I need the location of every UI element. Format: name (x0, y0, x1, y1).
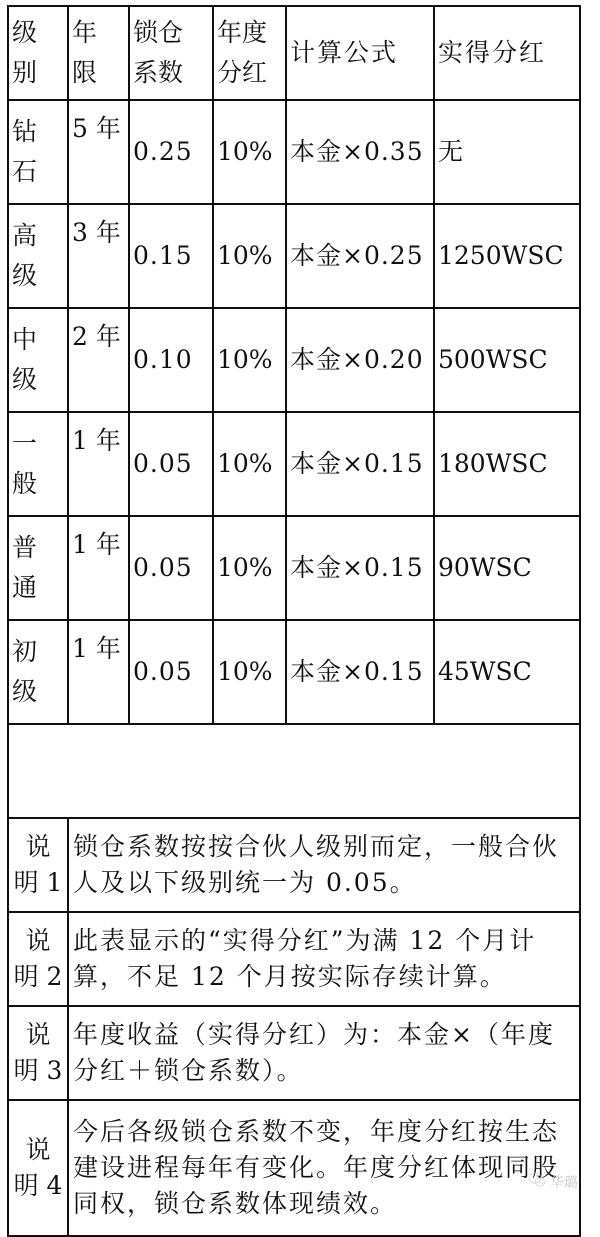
table-row (8, 412, 580, 516)
watermark-text: 华璐 (550, 1175, 578, 1191)
header-annual-dividend-line1: 年度 (217, 18, 268, 47)
header-term (68, 6, 129, 100)
cell-actual-dividend: 1250WSC (434, 204, 580, 308)
header-annual-dividend (213, 6, 286, 100)
cell-level-line1: 高 (12, 221, 38, 250)
cell-actual-dividend: 90WSC (434, 516, 580, 620)
header-annual-dividend-line2: 分红 (217, 58, 268, 87)
cell-level-line2: 级 (12, 677, 38, 706)
cell-term: 1 年 (68, 412, 129, 516)
cell-level-line1: 中 (12, 325, 38, 354)
header-lock-coef-line2: 系数 (133, 58, 184, 87)
cell-level (8, 308, 68, 412)
cell-annual-dividend: 10% (213, 100, 286, 204)
note-row-3 (8, 1006, 580, 1100)
cell-level (8, 516, 68, 620)
note-label-line1: 说 (25, 1135, 51, 1164)
note-row-1 (8, 818, 580, 912)
cell-level-line1: 初 (12, 637, 38, 666)
cell-lock-coef: 0.15 (129, 204, 213, 308)
cell-formula: 本金×0.25 (286, 204, 434, 308)
cell-annual-dividend: 10% (213, 516, 286, 620)
cell-level-line2: 通 (12, 573, 38, 602)
header-term-line2: 限 (72, 58, 98, 87)
cell-term: 1 年 (68, 516, 129, 620)
cell-term: 3 年 (68, 204, 129, 308)
cell-formula: 本金×0.35 (286, 100, 434, 204)
cell-formula: 本金×0.20 (286, 308, 434, 412)
cell-level (8, 100, 68, 204)
note-text: 年度收益（实得分红）为：本金×（年度分红＋锁仓系数）。 (68, 1006, 580, 1100)
cell-term: 2 年 (68, 308, 129, 412)
note-label-line1: 说 (25, 832, 51, 861)
cell-level (8, 620, 68, 724)
note-text: 今后各级锁仓系数不变，年度分红按生态建设进程每年有变化。年度分红体现同股同权，锁仓系数体现绩效。 (68, 1100, 580, 1236)
cell-level-line2: 般 (12, 469, 38, 498)
header-formula: 计算公式 (286, 6, 434, 100)
cell-lock-coef: 0.10 (129, 308, 213, 412)
cell-formula: 本金×0.15 (286, 620, 434, 724)
cell-level (8, 412, 68, 516)
cell-level-line2: 级 (12, 365, 38, 394)
note-row-4 (8, 1100, 580, 1236)
note-label-line2: 明 1 (13, 868, 63, 897)
empty-cell (8, 724, 580, 818)
cell-lock-coef: 0.05 (129, 412, 213, 516)
cell-lock-coef: 0.25 (129, 100, 213, 204)
cell-lock-coef: 0.05 (129, 620, 213, 724)
note-text: 锁仓系数按按合伙人级别而定，一般合伙人及以下级别统一为 0.05。 (68, 818, 580, 912)
note-text: 此表显示的“实得分红”为满 12 个月计算，不足 12 个月按实际存续计算。 (68, 912, 580, 1006)
cell-level (8, 204, 68, 308)
cell-formula: 本金×0.15 (286, 412, 434, 516)
cell-term: 1 年 (68, 620, 129, 724)
header-level (8, 6, 68, 100)
cell-level-line2: 级 (12, 261, 38, 290)
cell-level-line1: 一 (12, 429, 38, 458)
cell-level-line2: 石 (12, 157, 38, 186)
cell-annual-dividend: 10% (213, 204, 286, 308)
cell-level-line1: 普 (12, 533, 38, 562)
note-label (8, 1006, 68, 1100)
header-level-line2: 别 (12, 58, 38, 87)
watermark (528, 1172, 578, 1192)
cell-lock-coef: 0.05 (129, 516, 213, 620)
table-row (8, 516, 580, 620)
header-level-line1: 级 (12, 18, 38, 47)
table-row (8, 308, 580, 412)
note-label (8, 818, 68, 912)
table-row (8, 204, 580, 308)
header-row (8, 6, 580, 100)
dividend-table (7, 5, 581, 1237)
header-term-line1: 年 (72, 18, 98, 47)
cell-annual-dividend: 10% (213, 412, 286, 516)
cell-formula: 本金×0.15 (286, 516, 434, 620)
note-row-2 (8, 912, 580, 1006)
note-label (8, 1100, 68, 1236)
table-row (8, 100, 580, 204)
note-label-line2: 明 3 (13, 1056, 63, 1085)
header-lock-coef-line1: 锁仓 (133, 18, 184, 47)
table-row (8, 620, 580, 724)
wechat-icon (528, 1172, 546, 1192)
empty-row (8, 724, 580, 818)
cell-annual-dividend: 10% (213, 620, 286, 724)
note-label-line1: 说 (25, 1020, 51, 1049)
note-label-line1: 说 (25, 926, 51, 955)
header-actual-dividend: 实得分红 (434, 6, 580, 100)
cell-actual-dividend: 无 (434, 100, 580, 204)
note-label-line2: 明 4 (13, 1171, 63, 1200)
cell-annual-dividend: 10% (213, 308, 286, 412)
cell-actual-dividend: 500WSC (434, 308, 580, 412)
header-lock-coef (129, 6, 213, 100)
cell-level-line1: 钻 (12, 117, 38, 146)
note-label-line2: 明 2 (13, 962, 63, 991)
note-label (8, 912, 68, 1006)
cell-term: 5 年 (68, 100, 129, 204)
cell-actual-dividend: 45WSC (434, 620, 580, 724)
cell-actual-dividend: 180WSC (434, 412, 580, 516)
